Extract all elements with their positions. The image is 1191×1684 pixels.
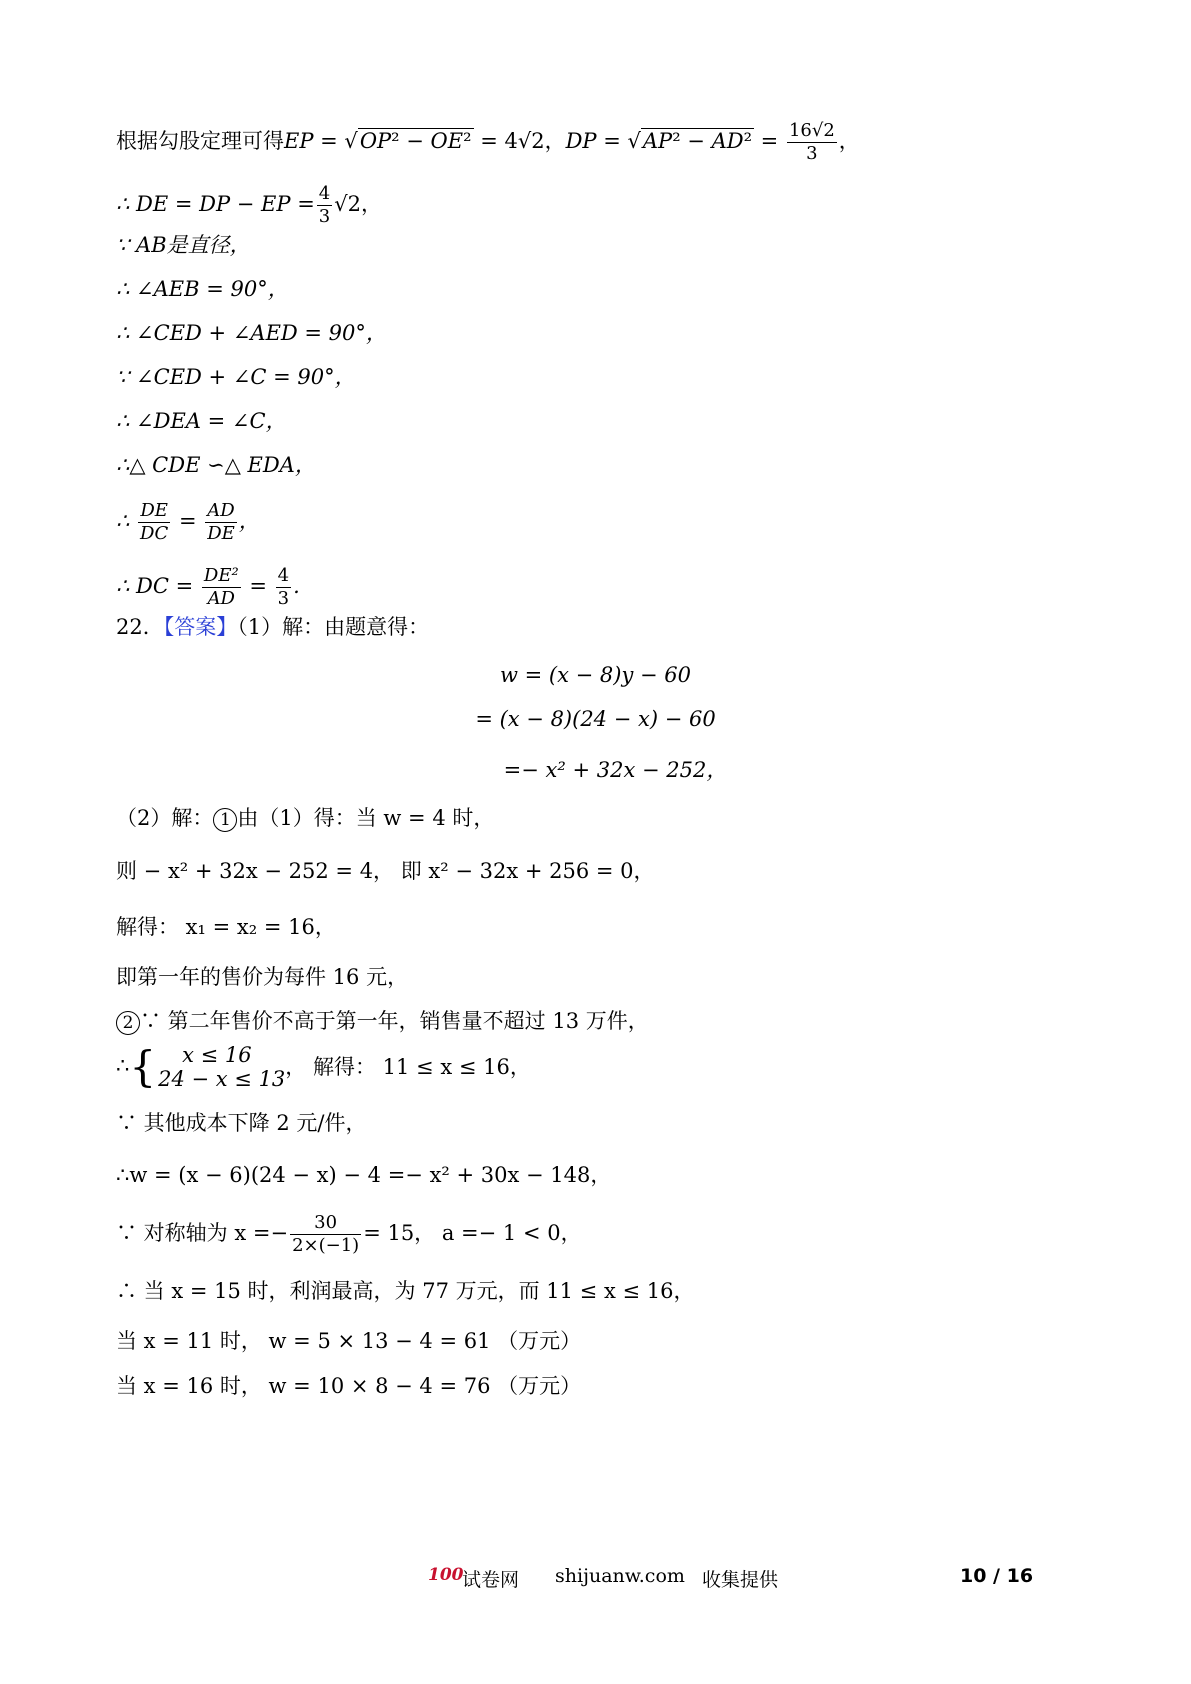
line-20 — [116, 1212, 582, 1257]
equation-2: = (x − 8)(24 − x) − 60 — [475, 707, 716, 731]
page-footer — [0, 1565, 1191, 1595]
text: （1）解：由题意得： — [237, 615, 430, 639]
page-number: 10 / 16 — [960, 1565, 1034, 1587]
line-10: ∴ DC = $\frac{\text{DE²}}{AD}$ = $\frac{4}{3}$ . — [116, 565, 300, 609]
text: ∵ 第二年售价不高于第一年，销售量不超过 13 万件， — [140, 1009, 649, 1033]
provided-text: 收集提供 — [702, 1569, 779, 1591]
line-18: ∵ 其他成本下降 2 元/件， — [116, 1111, 367, 1135]
line-1: 根据勾股定理可得EP = √OP² − OE² = 4√2，DP = √AP² − AD² = $\frac{16√2}{3}$ ， — [116, 120, 860, 164]
line-3: ∵ AB是直径， — [116, 233, 251, 257]
text: = 15， a =− 1 < 0， — [363, 1221, 582, 1245]
equation-1: w = (x − 8)y − 60 — [500, 663, 691, 687]
text: ， 解得： 11 ≤ x ≤ 16， — [285, 1055, 531, 1079]
circled-number: 2 — [116, 1011, 140, 1035]
line-8: ∴△ CDE ∽△ EDA， — [116, 453, 316, 477]
fraction-numerator: 30 — [290, 1212, 361, 1235]
text: 根据勾股定理可得 — [116, 129, 284, 153]
line-17: ∴{ x ≤ 16 24 − x ≤ 13 ， 解得： 11 ≤ x ≤ 16， — [116, 1042, 531, 1091]
line-7: ∴ ∠DEA = ∠C， — [116, 409, 287, 433]
line-6: ∵ ∠CED + ∠C = 90°， — [116, 365, 356, 389]
text: ∵ 对称轴为 x =− — [116, 1221, 289, 1245]
site-logo: 100 — [428, 1565, 464, 1585]
text: ∴ DE = DP − EP = — [116, 192, 315, 216]
line-23: 当 x = 16 时， w = 10 × 8 − 4 = 76 （万元） — [116, 1374, 582, 1398]
answer-tag: 【答案】 — [163, 615, 238, 639]
line-15: 即第一年的售价为每件 16 元， — [116, 965, 409, 989]
site-url: shijuanw.com — [555, 1565, 685, 1587]
line-13: 则 − x² + 32x − 252 = 4， 即 x² − 32x + 256 = 0， — [116, 859, 655, 883]
line-9: ∴ $\frac{DE}{DC}$ = $\frac{AD}{DE}$ ， — [116, 500, 260, 544]
inequality-bottom: 24 − x ≤ 13 — [158, 1067, 286, 1091]
circled-number: 1 — [213, 808, 237, 832]
line-2: ∴ DE = DP − EP = $\frac{4}{3}$ √2， — [116, 183, 382, 227]
text: （2）解： — [116, 806, 214, 830]
question-number: 22． — [116, 615, 164, 639]
line-12 — [116, 803, 494, 833]
text: 由（1）得：当 w = 4 时， — [237, 806, 495, 830]
line-4: ∴ ∠AEB = 90°， — [116, 277, 289, 301]
line-5: ∴ ∠CED + ∠AED = 90°， — [116, 321, 387, 345]
site-name: 试卷网 — [462, 1569, 520, 1591]
line-19: ∴w = (x − 6)(24 − x) − 4 =− x² + 30x − 148， — [116, 1163, 612, 1187]
inequality-top: x ≤ 16 — [182, 1043, 252, 1067]
line-22: 当 x = 11 时， w = 5 × 13 − 4 = 61 （万元） — [116, 1329, 582, 1353]
equation-3: =− x² + 32x − 252， — [503, 758, 728, 782]
line-21: ∴ 当 x = 15 时，利润最高，为 77 万元，而 11 ≤ x ≤ 16， — [116, 1279, 695, 1303]
line-16 — [116, 1006, 649, 1036]
fraction-denominator: 2×(−1) — [292, 1235, 360, 1256]
line-14: 解得： x₁ = x₂ = 16， — [116, 915, 336, 939]
line-11 — [116, 612, 429, 642]
